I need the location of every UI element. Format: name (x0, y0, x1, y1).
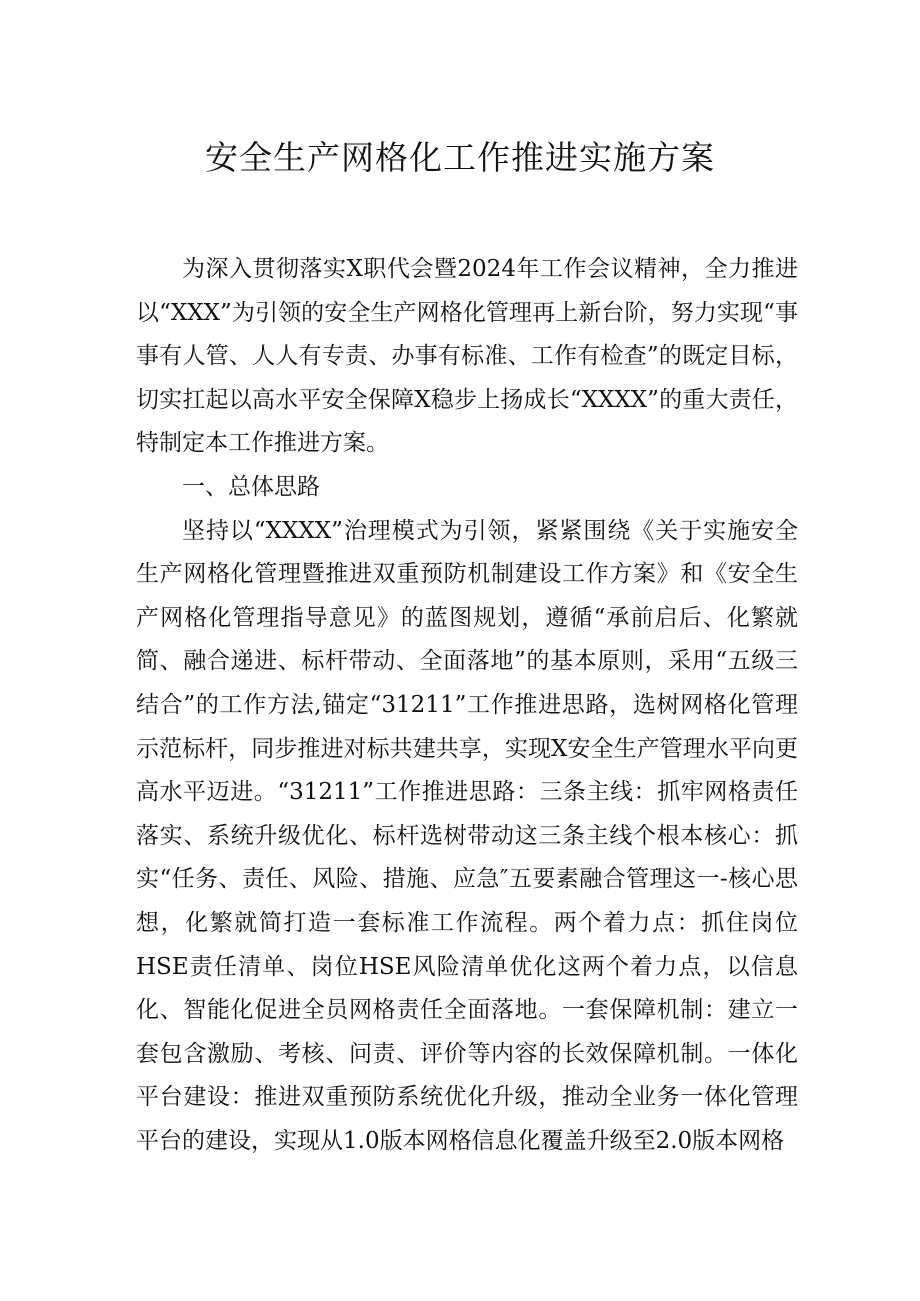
intro-paragraph: 为深入贯彻落实X职代会暨2024年工作会议精神，全力推进以“XXX”为引领的安全生产网格化管理再上新台阶，努力实现“事事有人管、人人有专责、办事有标准、工作有检查”的既定目标，切实扛起以高水平安全保障X稳步上扬成长“XXXX”的重大责任，特制定本工作推进方案。 (136, 256, 798, 457)
document-title: 安全生产网格化工作推进实施方案 (205, 138, 715, 177)
document-body (136, 248, 798, 1163)
section-heading-1: 一、总体思路 (182, 473, 320, 500)
section-paragraph-1: 坚持以“XXXX”治理模式为引领，紧紧围绕《关于实施安全生产网格化管理暨推进双重预防机制建设工作方案》和《安全生产网格化管理指导意见》的蓝图规划，遵循“承前启后、化繁就简、融合递进、标杆带动、全面落地”的基本原则，采用“五级三结合”的工作方法,锚定“31211”工作推进思路，选树网格化管理示范标杆，同步推进对标共建共享，实现X安全生产管理水平向更高水平迈进。“31211”工作推进思路：三条主线：抓牢网格责任落实、系统升级优化、标杆选树带动这三条主线个根本核心：抓实“任务、责任、风险、措施、应急″五要素融合管理这一-核心思想，化繁就简打造一套标准工作流程。两个着力点：抓住岗位HSE责任清单、岗位HSE风险清单优化这两个着力点，以信息化、智能化促进全员网格责任全面落地。一套保障机制：建立一套包含激励、考核、问责、评价等内容的长效保障机制。一体化平台建设：推进双重预防系统优化升级，推动全业务一体化管理平台的建设，实现从1.0版本网格信息化覆盖升级至2.0版本网格 (136, 517, 798, 1154)
